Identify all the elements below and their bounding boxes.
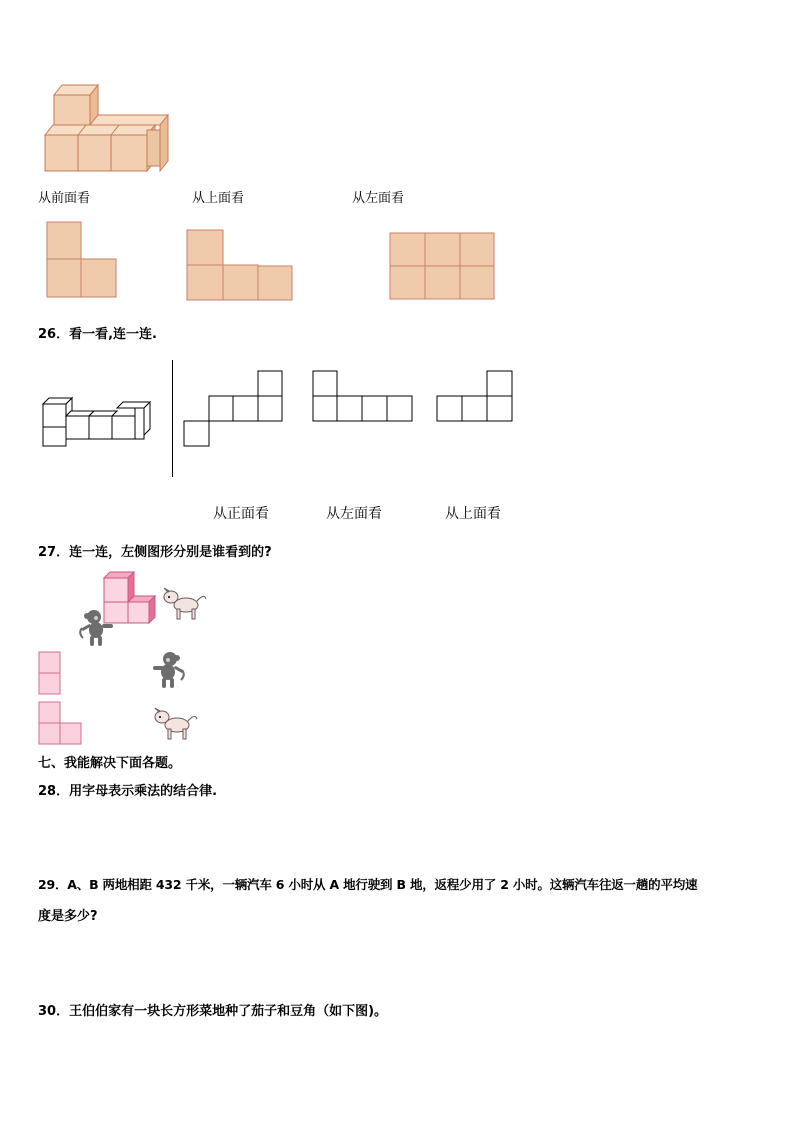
view-label-front: 从前面看 xyxy=(38,191,91,206)
pink-view-1 xyxy=(38,651,62,695)
view-shape-front xyxy=(46,221,118,299)
view-label-top: 从上面看 xyxy=(192,191,245,206)
question-27-title: 27．连一连，左侧图形分别是谁看到的? xyxy=(38,545,272,560)
view-outline-3 xyxy=(436,370,514,423)
question-29-line1: 29．A、B 两地相距 432 千米，一辆汽车 6 小时从 A 地行驶到 B 地，返程少用了 2 小时。这辆汽车往返一趟的平均速 xyxy=(38,877,698,892)
dog-icon xyxy=(151,707,199,740)
view-shape-left xyxy=(389,232,496,301)
question-26-title: 26．看一看,连一连. xyxy=(38,327,157,342)
q26-label-left: 从左面看 xyxy=(326,506,382,522)
q26-label-top: 从上面看 xyxy=(445,506,501,522)
q26-label-front: 从正面看 xyxy=(213,506,269,522)
question-30: 30．王伯伯家有一块长方形菜地种了茄子和豆角（如下图)。 xyxy=(38,1004,388,1019)
cube-3d-outline xyxy=(40,396,155,448)
section-7-title: 七、我能解决下面各题。 xyxy=(38,756,182,771)
question-29-line2: 度是多少? xyxy=(38,909,98,924)
view-label-left: 从左面看 xyxy=(352,191,405,206)
monkey-icon xyxy=(150,650,188,690)
cube-stack-figure xyxy=(40,78,175,176)
divider-line xyxy=(172,360,173,477)
view-shape-top xyxy=(186,229,294,301)
view-outline-1 xyxy=(183,370,284,448)
question-28: 28．用字母表示乘法的结合律. xyxy=(38,784,218,799)
view-outline-2 xyxy=(312,370,414,423)
monkey-icon xyxy=(78,608,116,648)
dog-icon xyxy=(160,587,208,620)
pink-view-2 xyxy=(38,701,83,745)
